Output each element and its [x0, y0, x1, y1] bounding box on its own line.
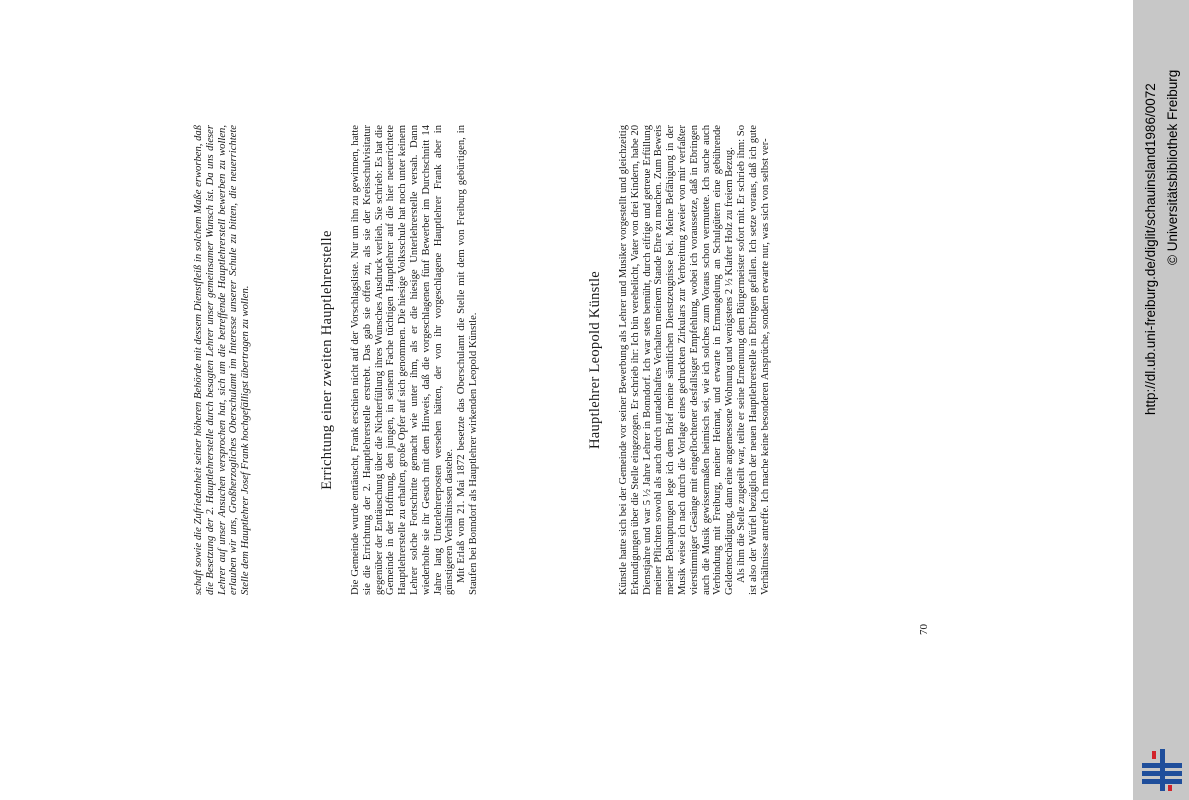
heading-kuenstle: Hauptlehrer Leopold Künstle	[587, 270, 603, 450]
ub-freiburg-logo-icon	[1140, 745, 1184, 793]
text-block-errichtung	[350, 125, 480, 595]
paragraph: schaft sowie die Zufriedenheit seiner höheren Behörde mit dessem Dienstfleiß in solchem Maße erworben, daß die Besetzung der 2. Hauptlehrerstelle durch besagten Lehrer unser gemeinsamer Wunsch ist. Da uns dieser Lehrer auf unser Ansuchen versprochen hat, sich um die betreffende Hauptlehrerstell bewerben zu wollen, erlauben wir uns, Großherzogliches Oberschulamt im Interesse unserer Schule zu bitten, die neuerrichtete Stelle dem Hauptlehrer Josef Frank hochgefälligst übertragen zu wollen.	[193, 125, 252, 595]
copyright-notice: © Universitätsbibliothek Freiburg	[1165, 69, 1180, 265]
paragraph: Künstle hatte sich bei der Gemeinde vor seiner Bewerbung als Lehrer und Musiker vorgestellt und gleichzeitig Erkundigungen über die Stelle eingezogen. Er schrieb ihr: Ich bin verehelicht, Vater von drei Kindern, habe 20 Dienstjahre und war 5 ½ Jahre Lehrer in Bonndorf. Ich war stets bemüht, durch eifrige und getreue Erfüllung meiner Pflichten sowohl als auch durch untadelhaftes Verhalten meinem Stande Ehre zu machen. Zum Beweis meiner Behauptungen lege ich dem Brief meine sämtlichen Dienstzeugnisse bei. Meine Befähigung in der Musik weise ich nach durch die Vorlage eines gedruckten Zirkulars zur Verbreitung zweier von mir verfaßter vierstimmiger Gesänge mit eingeflochtener desfallsiger Empfehlung, wobei ich voraussetze, daß in Ebringen auch die Musik gewissermaßen heimisch sei, wie ich solches zum Voraus schon vermutete. Ich suche auch Verbindung mit Freiburg, meiner Heimat, und erwarte in Ermangelung an Schulgütern eine gebührende Geldentschädigung, dann eine angemessene Wohnung und wenigstens 2 ½ Klafter Holz zu freiem Bezug.	[618, 125, 736, 595]
section-heading	[587, 125, 603, 595]
paragraph: Mit Erlaß vom 21. Mai 1872 besetzte das Oberschulamt die Stelle mit dem von Freiburg gebürtigen, in Staufen bei Bonndorf als Hauptlehrer wirkenden Leopold Künstle.	[456, 125, 479, 595]
paragraph: Als ihm die Stelle zugeteilt war, teilte er seine Ernennung dem Bürgermeister sofort mit. Er schrieb ihm: So ist also der Würfel bezüglich der neuen Hauptlehrerstelle in Ebringen gefallen. Ich setze voraus, daß ich gute Verhältnisse antreffe. Ich mache keine besonderen Ansprüche, sondern erwarte nur, was sich von selbst ver-	[735, 125, 771, 595]
text-block-intro	[193, 125, 252, 595]
paragraph: Die Gemeinde wurde enttäuscht, Frank erschien nicht auf der Vorschlagsliste. Nur um ihn zu gewinnen, hatte sie die Errichtung der 2. Hauptlehrerstelle erstrebt. Das gab sie offen zu, als sie der Kreisschulvisitatur gegenüber der Enttäuschung über die Nichterfüllung ihres Wunsches Ausdruck verlieh. Sie schrieb: Es hat die Gemeinde in der Hoffnung, den jungen, in seinem Fache tüchtigen Hauptlehrer auf die hier neuerrichtete Hauptlehrerstelle zu erhalten, große Opfer auf sich genommen. Die hiesige Volksschule hat noch unter keinem Lehrer solche Fortschritte gemacht wie unter ihm, als er die hiesige Unterlehrerstelle versah. Dann wiederholte sie ihr Gesuch mit dem Hinweis, daß die vorgeschlagenen fünf Bewerber im Durchschnitt 14 Jahre lang Unterlehrerposten versehen hätten, der von ihr vorgeschlagene Hauptlehrer Frank aber in günstigeren Verhältnissen dastehe.	[350, 125, 456, 595]
heading-errichtung: Errichtung einer zweiten Hauptlehrerstelle	[319, 230, 335, 490]
text-block-kuenstle	[618, 125, 771, 595]
page-number: 70	[918, 624, 930, 635]
source-url-link[interactable]: http://dl.ub.uni-freiburg.de/diglit/schauinsland1986/0072	[1143, 83, 1158, 415]
section-heading	[319, 125, 335, 595]
sidebar-text	[1133, 0, 1189, 600]
